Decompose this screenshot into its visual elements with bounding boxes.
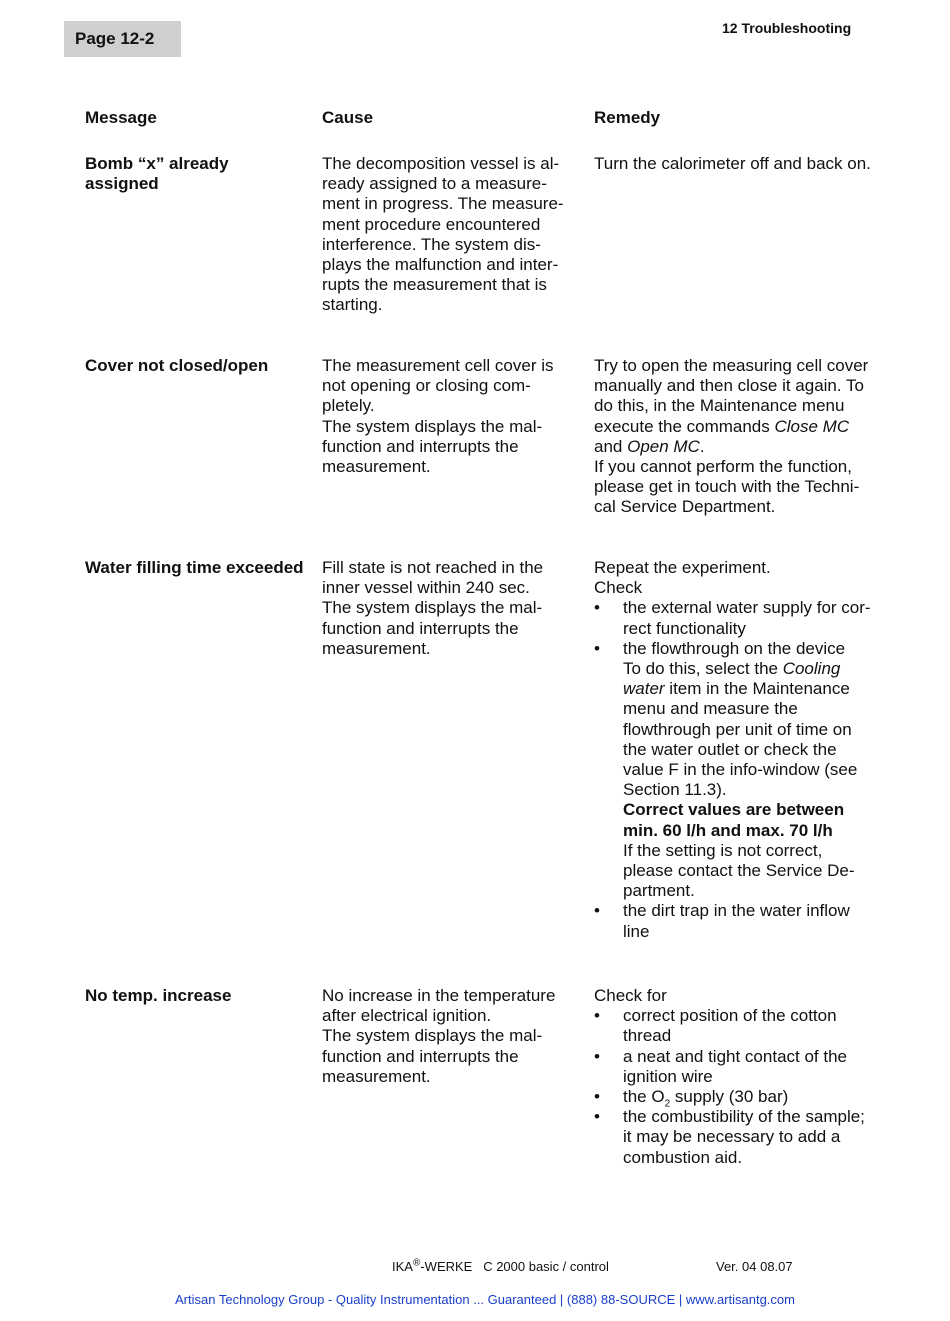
list-item: • the flowthrough on the device To do this, select the Cooling water item in the Maintenance menu and measure the flowthrough per unit of time on the water outlet or check the value F in the info-window (see Section 11.3). Correct values are between min. 60 l/h and max. 70 l/h If the setting is not correct, please contact the Service De- partment. <box>594 639 894 902</box>
message-water-filling-time: Water filling time exceeded <box>85 558 304 577</box>
list-item: • a neat and tight contact of the ignition wire <box>594 1047 894 1087</box>
message-no-temp-increase: No temp. increase <box>85 986 232 1005</box>
cause-bomb-assigned: The decomposition vessel is al- ready assigned to a measure- ment in progress. The measure- ment procedure encountered interference. The system dis- plays the malfunction and inter- rupts the measurement that is starting. <box>322 154 564 315</box>
credit-line[interactable]: Artisan Technology Group - Quality Instrumentation ... Guaranteed | (888) 88-SOURCE | www.artisantg.com <box>175 1292 795 1307</box>
cause-cover-not-closed: The measurement cell cover is not opening or closing com- pletely. The system displays the mal- function and interrupts the measurement. <box>322 356 554 477</box>
cause-water-filling-time: Fill state is not reached in the inner vessel within 240 sec. The system displays the mal- function and interrupts the measurement. <box>322 558 544 658</box>
remedy-no-temp-increase: Check for • correct position of the cotton thread • a neat and tight contact of the ignition wire • the $O_2$ supply (30 bar) • the combustibility of the sample; it may be necessary to add a combustion aid. <box>594 986 894 1168</box>
header-remedy: Remedy <box>594 108 661 127</box>
list-item: • the combustibility of the sample; it may be necessary to add a combustion aid. <box>594 1107 894 1168</box>
page-number-tab: Page 12-2 <box>64 21 181 57</box>
remedy-bomb-assigned: Turn the calorimeter off and back on. <box>594 154 871 173</box>
message-bomb-assigned: Bomb “x” already assigned <box>85 154 229 194</box>
list-item: • correct position of the cotton thread <box>594 1006 894 1046</box>
list-item: • the $O_2$ supply (30 bar) <box>594 1087 894 1107</box>
chapter-title: 12 Troubleshooting <box>722 20 852 36</box>
cause-no-temp-increase: No increase in the temperature after electrical ignition. The system displays the mal- function and interrupts the measurement. <box>322 986 556 1086</box>
remedy-water-filling-time: Repeat the experiment. Check • the external water supply for cor- rect functionality • the flowthrough on the device To do this, select the Cooling water item in the Maintenance menu and measure the flowthrough per unit of time on the water outlet or check the value F in the info-window (see Section 11.3). Correct values are between min. 60 l/h and max. 70 l/h If the setting is not correct, please contact the Service De- partment. • the dirt trap in the water inflow line <box>594 558 894 942</box>
message-cover-not-closed: Cover not closed/open <box>85 356 269 375</box>
footer-brand-model: IKA®-WERKE C 2000 basic / control <box>392 1257 609 1274</box>
list-item: • the dirt trap in the water inflow line <box>594 901 894 941</box>
header-message: Message <box>85 108 157 127</box>
header-cause: Cause <box>322 108 374 127</box>
footer-version: Ver. 04 08.07 <box>716 1259 793 1274</box>
list-item: • the external water supply for cor- rect functionality <box>594 598 894 638</box>
remedy-cover-not-closed: Try to open the measuring cell cover manually and then close it again. To do this, in the Maintenance menu execute the commands Close MC and Open MC. If you cannot perform the function, please get in touch with the Techni- cal Service Department. <box>594 356 869 517</box>
